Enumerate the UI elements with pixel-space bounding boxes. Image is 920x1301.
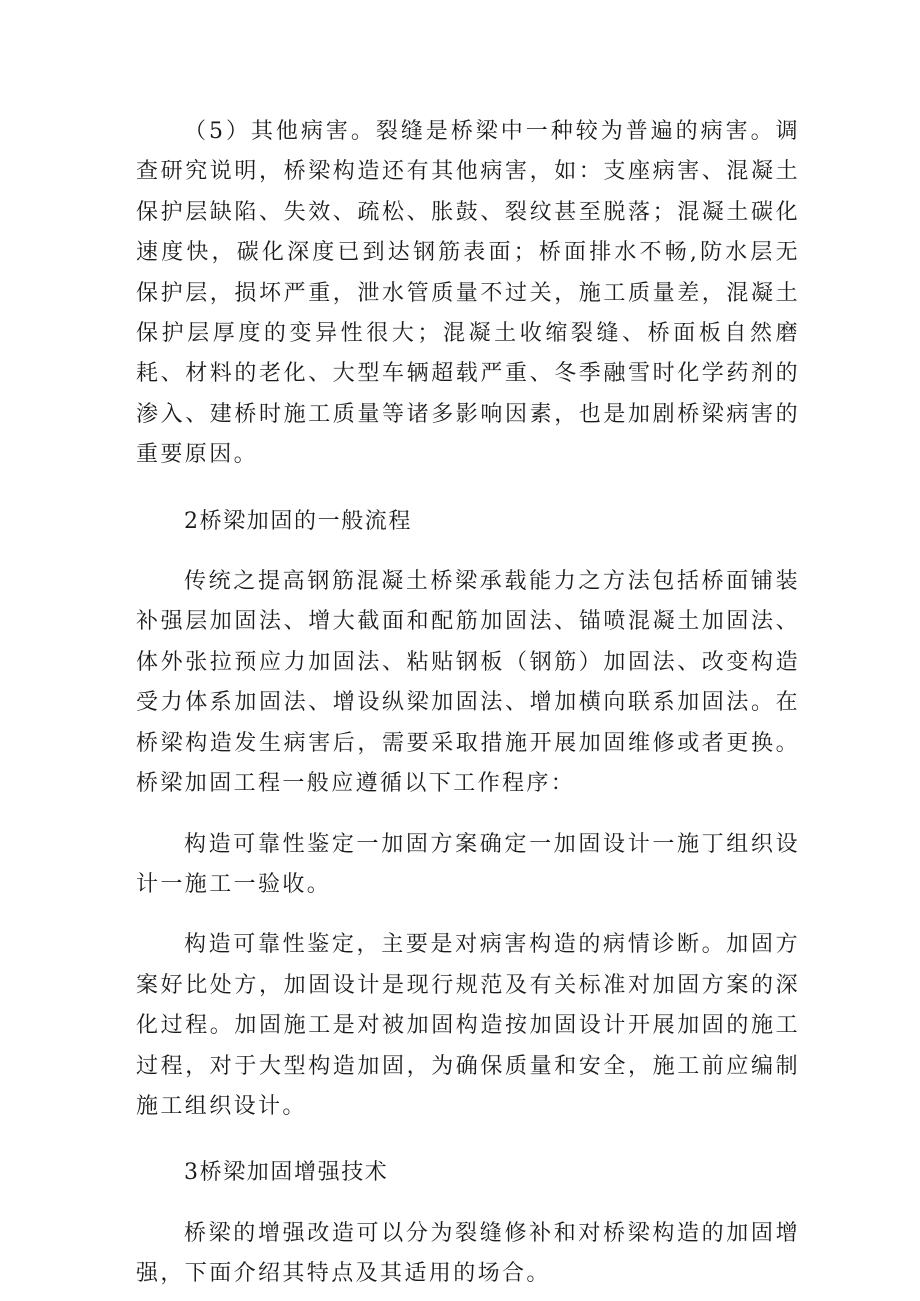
paragraph-assessment: 构造可靠性鉴定，主要是对病害构造的病情诊断。加固方案好比处方，加固设计是现行规范及有关标准对加固方案的深化过程。加固施工是对被加固构造按加固设计开展加固的施工过程，对于大型构造加固，为确保质量和安全，施工前应编制施工组织设计。 <box>136 932 800 1119</box>
document-body <box>136 112 800 1295</box>
spacer <box>136 476 800 502</box>
spacer <box>136 1127 800 1153</box>
paragraph-strengthening: 桥梁的增强改造可以分为裂缝修补和对桥梁构造的加固增强，下面介绍其特点及其适用的场合。 <box>136 1220 800 1287</box>
paragraph-other-defects: （5）其他病害。裂缝是桥梁中一种较为普遍的病害。调查研究说明，桥梁构造还有其他病害，如：支座病害、混凝土保护层缺陷、失效、疏松、胀鼓、裂纹甚至脱落；混凝土碳化速度快，碳化深度已到达钢筋表面；桥面排水不畅,防水层无保护层，损坏严重，泄水管质量不过关，施工质量差，混凝土保护层厚度的变异性很大；混凝土收缩裂缝、桥面板自然磨耗、材料的老化、大型车辆超载严重、冬季融雪时化学药剂的渗入、建桥时施工质量等诸多影响因素，也是加剧桥梁病害的重要原因。 <box>136 119 800 468</box>
paragraph-traditional-methods: 传统之提高钢筋混凝土桥梁承载能力之方法包括桥面铺装补强层加固法、增大截面和配筋加固法、锚喷混凝土加固法、体外张拉预应力加固法、粘贴钢板（钢筋）加固法、改变构造受力体系加固法、增设纵梁加固法、增加横向联系加固法。在桥梁构造发生病害后，需要采取措施开展加固维修或者更换。桥梁加固工程一般应遵循以下工作程序： <box>136 569 800 797</box>
spacer <box>136 805 800 825</box>
paragraph-procedure: 构造可靠性鉴定一加固方案确定一加固设计一施丁组织设计一施工一验收。 <box>136 831 800 897</box>
spacer <box>136 542 800 562</box>
spacer <box>136 1194 800 1214</box>
section-heading-3: 3桥梁加固增强技术 <box>184 1160 389 1186</box>
section-heading-2: 2桥梁加固的一般流程 <box>184 508 412 534</box>
spacer <box>136 905 800 925</box>
